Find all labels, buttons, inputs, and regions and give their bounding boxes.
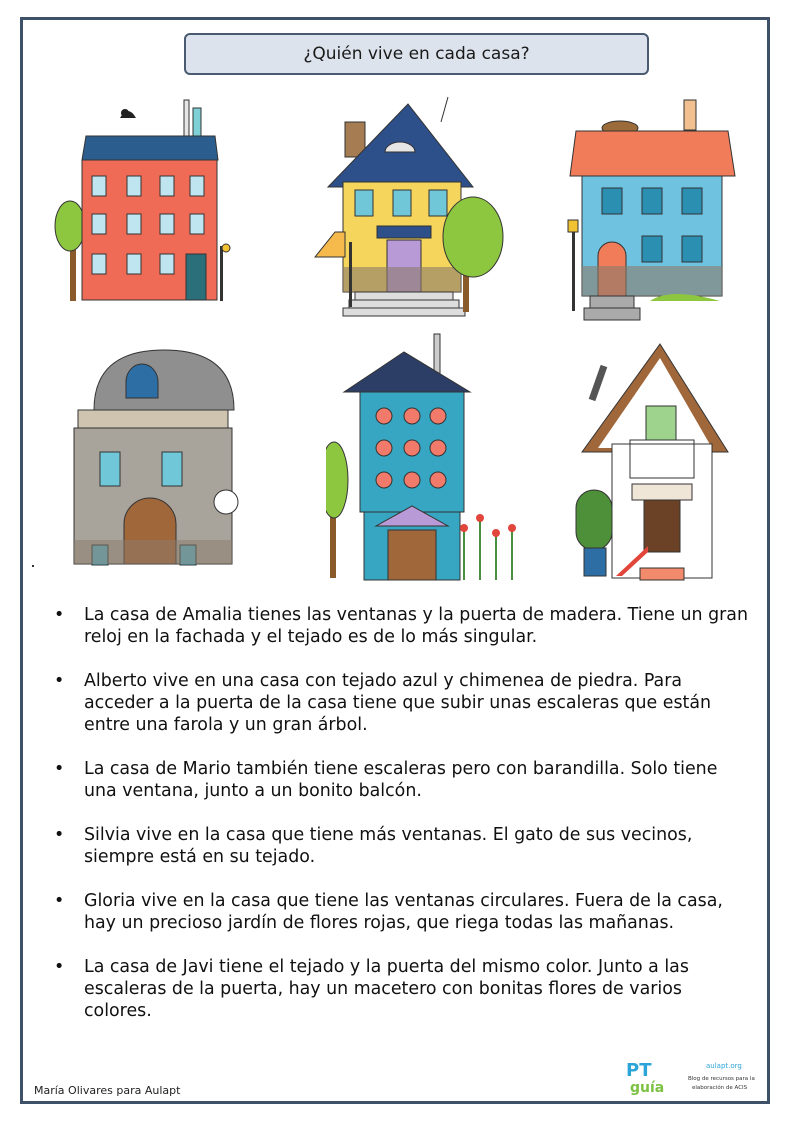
clue-item <box>50 758 750 802</box>
clue-text: La casa de Javi tiene el tejado y la puerta del mismo color. Junto a las escaleras de la puerta, hay un macetero con bonitas flores de varios colores. <box>84 957 689 1021</box>
bullet: • <box>54 759 65 779</box>
clue-text: Alberto vive en una casa con tejado azul y chimenea de piedra. Para acceder a la puerta de la casa tiene que subir unas escaleras que están entre una farola y un gran árbol. <box>84 671 712 735</box>
bullet: • <box>54 891 65 911</box>
bullet: • <box>54 957 65 977</box>
bullet: • <box>54 605 65 625</box>
clue-text: Gloria vive en la casa que tiene las ventanas circulares. Fuera de la casa, hay un precioso jardín de flores rojas, que riega todas las mañanas. <box>84 891 723 933</box>
house-grey-clock-illustration <box>52 340 262 572</box>
house-red-tall-illustration <box>50 96 240 306</box>
clue-text: La casa de Mario también tiene escaleras pero con barandilla. Solo tiene una ventana, junto a un bonito balcón. <box>84 759 718 801</box>
svg-text:aulapt.org: aulapt.org <box>706 1062 742 1070</box>
title-text: ¿Quién vive en cada casa? <box>303 44 530 64</box>
clue-list <box>50 604 750 1044</box>
house-yellow-blue-roof-illustration <box>313 92 508 322</box>
house-white-balcony-illustration <box>572 340 734 582</box>
author-credit: María Olivares para Aulapt <box>34 1084 181 1097</box>
clue-text: Silvia vive en la casa que tiene más ventanas. El gato de sus vecinos, siempre está en su tejado. <box>84 825 693 867</box>
bullet: • <box>54 825 65 845</box>
svg-text:elaboración de ACIS: elaboración de ACIS <box>692 1085 748 1091</box>
svg-text:PT: PT <box>626 1060 652 1081</box>
svg-text:guía: guía <box>630 1080 665 1096</box>
clue-item <box>50 604 750 648</box>
clue-item <box>50 956 750 1022</box>
clue-item <box>50 890 750 934</box>
bullet: • <box>54 671 65 691</box>
clue-item <box>50 670 750 736</box>
house-blue-circular-windows-illustration <box>326 330 526 582</box>
clue-item <box>50 824 750 868</box>
page-title <box>184 33 649 75</box>
svg-text:Blog de recursos para la: Blog de recursos para la <box>688 1076 755 1082</box>
ptguia-logo <box>626 1056 766 1096</box>
house-blue-red-roof-illustration <box>560 96 745 326</box>
clue-text: La casa de Amalia tienes las ventanas y la puerta de madera. Tiene un gran reloj en la fachada y el tejado es de lo más singular. <box>84 605 748 647</box>
stray-dot <box>32 565 34 567</box>
